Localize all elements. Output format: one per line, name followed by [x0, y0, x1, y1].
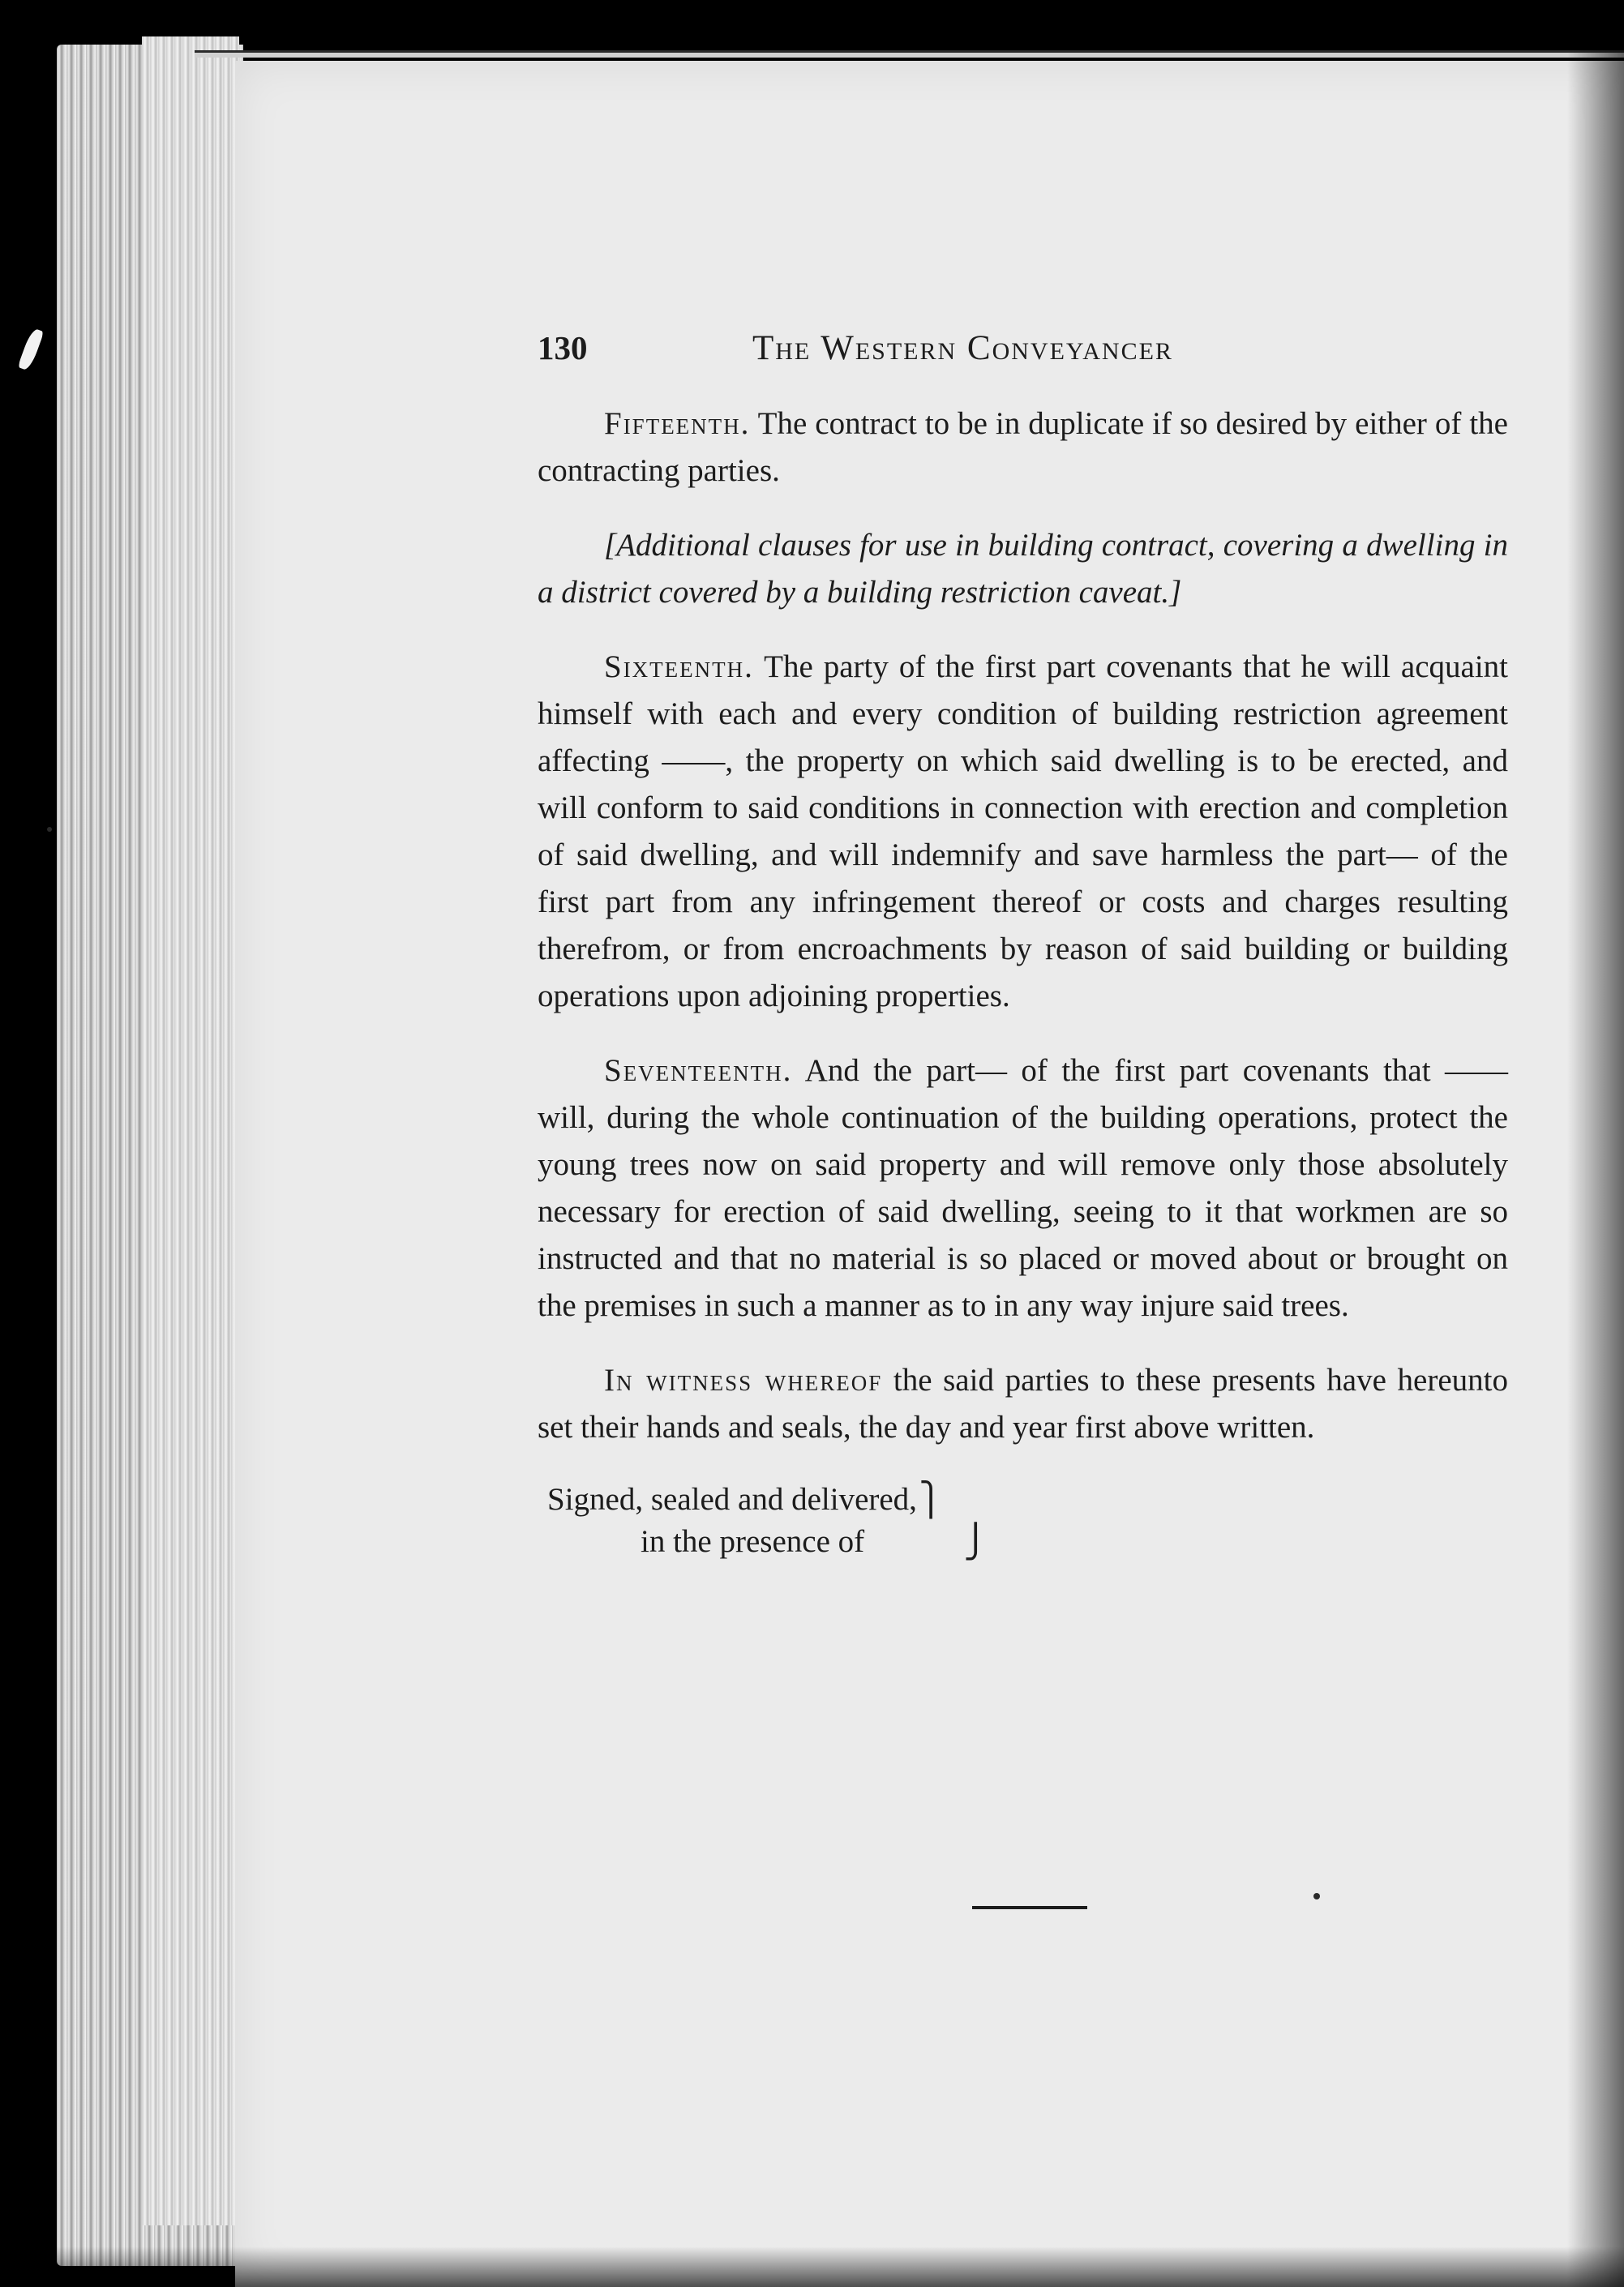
scan-shadow-right	[1567, 0, 1624, 2287]
editorial-note	[538, 522, 1508, 616]
clause-lead: Sixteenth.	[604, 649, 754, 684]
signature-text-2: in the presence of	[641, 1524, 865, 1559]
clause-fifteenth	[538, 400, 1508, 495]
signature-line-1	[547, 1479, 1508, 1521]
signature-block	[538, 1479, 1508, 1563]
clause-text: The contract to be in duplicate if so desired by either of the contracting parties.	[538, 406, 1508, 488]
scan-shadow-bottom	[0, 2246, 1624, 2287]
clause-lead: In witness whereof	[604, 1363, 883, 1398]
clause-text: And the part— of the first part covenants that —— will, during the whole continuation of the building operations, protect the young trees now on said property and will remove only those absolutely necessary for erection of said dwelling, seeing to it that workmen are so instructed and that no material is so placed or moved about or brought on the premises in such a manner as to in any way injure said trees.	[538, 1053, 1508, 1323]
note-text: [Additional clauses for use in building contract, covering a dwelling in a district covered by a building restriction caveat.]	[538, 528, 1508, 610]
brace-bottom: ⎭	[963, 1523, 988, 1560]
end-rule	[972, 1906, 1087, 1909]
signature-text-1: Signed, sealed and delivered,	[547, 1482, 917, 1517]
clause-seventeenth	[538, 1047, 1508, 1330]
page-text	[538, 324, 1508, 1563]
running-head	[538, 324, 1508, 389]
ink-speck	[1313, 1893, 1320, 1899]
clause-text: The party of the first part covenants that he will acquaint himself with each and every condition of building restriction agreement affecting ——, the property on which said dwelling is to be erected, and will conform to said conditions in connection with erection and completion of said dwelling, and will indemnify and save harmless the part— of the first part from any infringement thereof or costs and charges resulting therefrom, or from encroachments by reason of said building or building operations upon adjoining properties.	[538, 649, 1508, 1013]
testimonium-clause	[538, 1357, 1508, 1451]
book-page-edges-inner	[142, 36, 239, 2225]
margin-mark	[18, 328, 45, 371]
signature-line-2	[547, 1521, 1508, 1563]
page-top-edge	[195, 50, 1624, 58]
clause-sixteenth	[538, 644, 1508, 1020]
clause-lead: Fifteenth.	[604, 406, 751, 441]
ink-speck	[47, 827, 52, 832]
brace-top: ⎫	[918, 1481, 943, 1518]
page-number: 130	[538, 329, 588, 366]
running-title: The Western Conveyancer	[752, 329, 1173, 367]
clause-text: the said parties to these presents have hereunto set their hands and seals, the day and year first above written.	[538, 1363, 1508, 1445]
clause-lead: Seventeenth.	[604, 1053, 793, 1088]
